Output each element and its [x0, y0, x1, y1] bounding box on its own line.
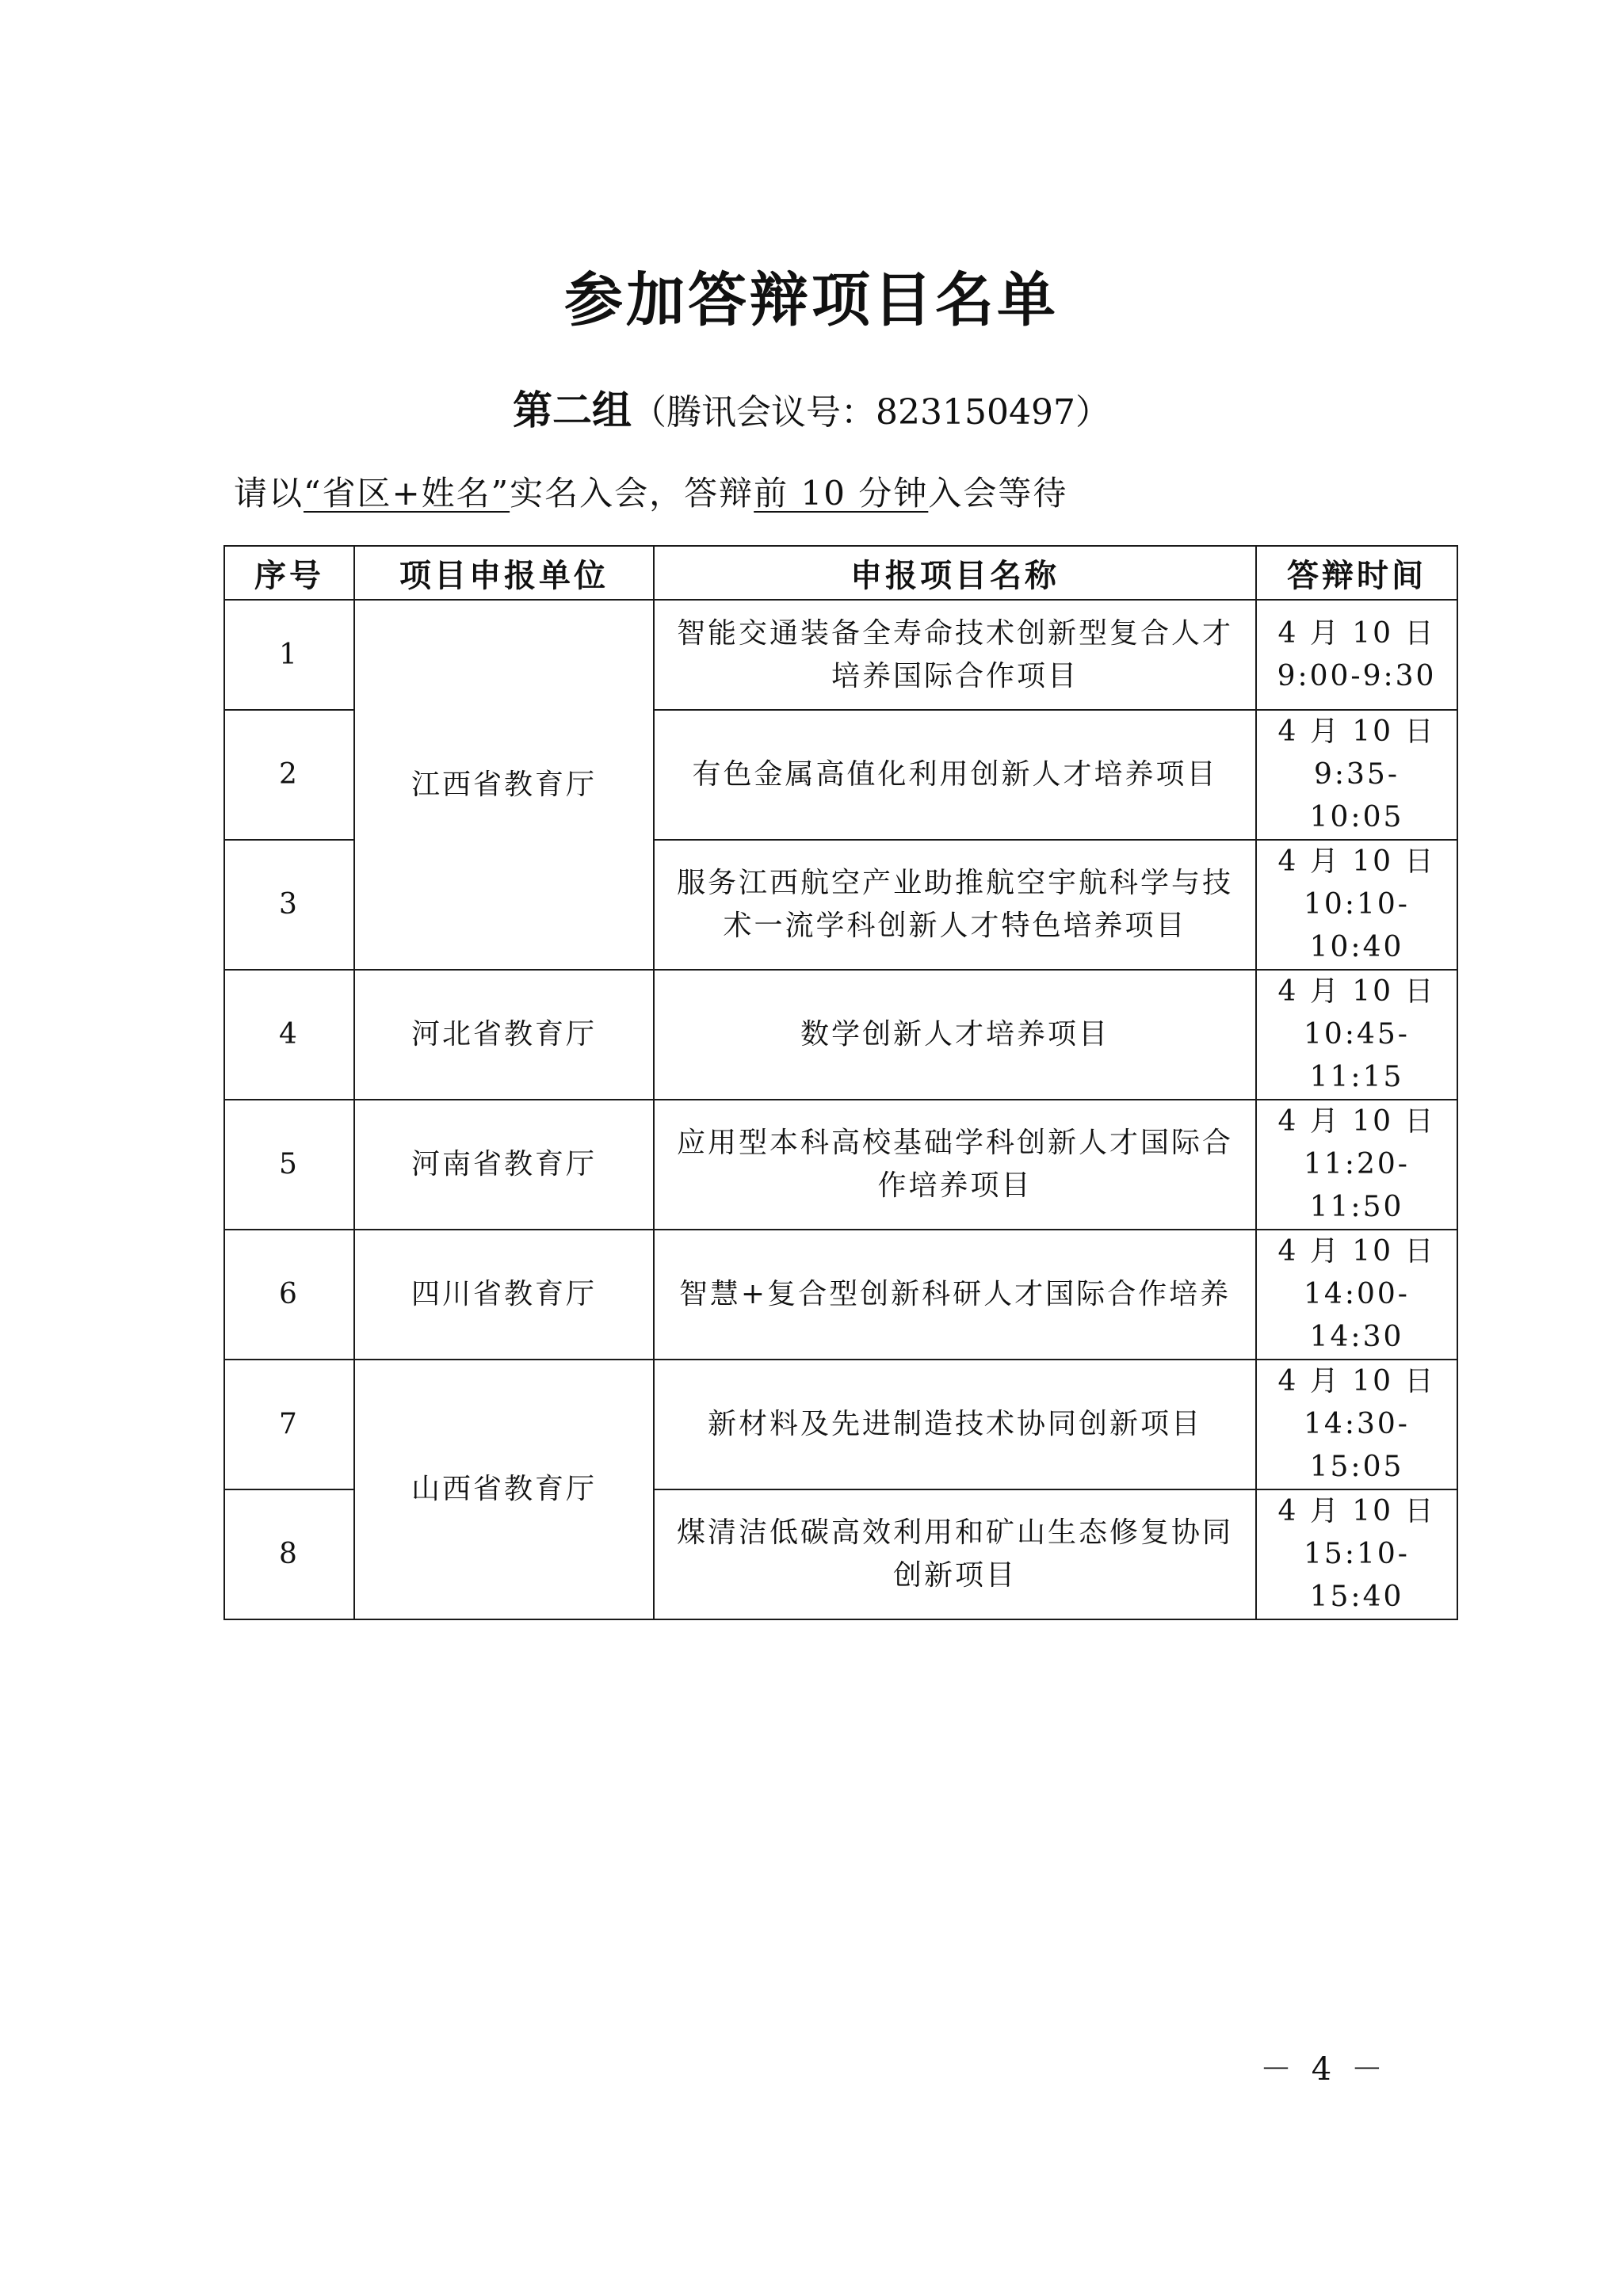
header-unit: 项目申报单位	[354, 546, 654, 600]
row-date: 4 月 10 日	[1277, 1105, 1436, 1138]
row-seq: 7	[224, 1360, 354, 1489]
page-title: 参加答辩项目名单	[564, 266, 1059, 334]
page-number: － 4 －	[1260, 2051, 1388, 2088]
table-row	[224, 1230, 1457, 1360]
row-unit: 河北省教育厅	[354, 970, 654, 1100]
header-project: 申报项目名称	[654, 546, 1256, 600]
group-label: 第二组	[513, 387, 632, 433]
row-date: 4 月 10 日	[1277, 1365, 1436, 1398]
row-seq: 6	[224, 1230, 354, 1360]
table-header-row	[224, 546, 1457, 600]
header-seq: 序号	[224, 546, 354, 600]
row-date: 4 月 10 日	[1277, 616, 1436, 650]
row-project: 服务江西航空产业助推航空宇航科学与技术一流学科创新人才特色培养项目	[654, 840, 1256, 970]
row-time	[1256, 1230, 1457, 1360]
row-date: 4 月 10 日	[1277, 715, 1436, 748]
notice-mid: 实名入会，答辩	[510, 474, 754, 513]
row-date: 4 月 10 日	[1277, 845, 1436, 878]
row-time	[1256, 1360, 1457, 1489]
row-project: 智能交通装备全寿命技术创新型复合人才培养国际合作项目	[654, 600, 1256, 710]
defense-project-table	[223, 545, 1458, 1620]
row-project: 新材料及先进制造技术协同创新项目	[654, 1360, 1256, 1489]
table-row	[224, 600, 1457, 710]
row-time-range: 14:30-15:05	[1304, 1408, 1410, 1483]
row-unit: 山西省教育厅	[354, 1360, 654, 1619]
row-time	[1256, 840, 1457, 970]
row-seq: 2	[224, 710, 354, 840]
row-unit: 河南省教育厅	[354, 1100, 654, 1230]
row-project: 煤清洁低碳高效利用和矿山生态修复协同创新项目	[654, 1489, 1256, 1619]
notice-time-hint: 前 10 分钟	[754, 474, 929, 513]
row-project: 有色金属高值化利用创新人才培养项目	[654, 710, 1256, 840]
row-time	[1256, 1100, 1457, 1230]
notice-prefix: 请以	[234, 474, 304, 513]
join-notice	[234, 467, 1067, 515]
header-time: 答辩时间	[1256, 546, 1457, 600]
row-seq: 3	[224, 840, 354, 970]
row-time-range: 9:35-10:05	[1309, 758, 1404, 833]
row-date: 4 月 10 日	[1277, 1235, 1436, 1268]
row-time-range: 9:00-9:30	[1277, 659, 1437, 692]
row-time-range: 14:00-14:30	[1304, 1278, 1410, 1353]
row-unit: 江西省教育厅	[354, 600, 654, 970]
table-row	[224, 1100, 1457, 1230]
row-project: 智慧+复合型创新科研人才国际合作培养	[654, 1230, 1256, 1360]
row-time-range: 10:10-10:40	[1304, 888, 1410, 963]
notice-name-format: “省区+姓名”	[304, 474, 510, 513]
row-project: 应用型本科高校基础学科创新人才国际合作培养项目	[654, 1100, 1256, 1230]
meeting-info: （腾讯会议号：823150497）	[632, 392, 1110, 433]
row-time-range: 11:20-11:50	[1304, 1148, 1410, 1223]
group-subtitle	[0, 379, 1623, 436]
row-time-range: 15:10-15:40	[1304, 1538, 1410, 1613]
row-seq: 4	[224, 970, 354, 1100]
row-date: 4 月 10 日	[1277, 975, 1436, 1008]
row-seq: 5	[224, 1100, 354, 1230]
row-time	[1256, 710, 1457, 840]
row-time	[1256, 1489, 1457, 1619]
row-date: 4 月 10 日	[1277, 1495, 1436, 1527]
table-row	[224, 1360, 1457, 1489]
row-seq: 8	[224, 1489, 354, 1619]
notice-suffix: 入会等待	[928, 474, 1068, 513]
table-row	[224, 970, 1457, 1100]
row-seq: 1	[224, 600, 354, 710]
row-time-range: 10:45-11:15	[1304, 1018, 1410, 1093]
row-time	[1256, 600, 1457, 710]
row-unit: 四川省教育厅	[354, 1230, 654, 1360]
row-time	[1256, 970, 1457, 1100]
row-project: 数学创新人才培养项目	[654, 970, 1256, 1100]
